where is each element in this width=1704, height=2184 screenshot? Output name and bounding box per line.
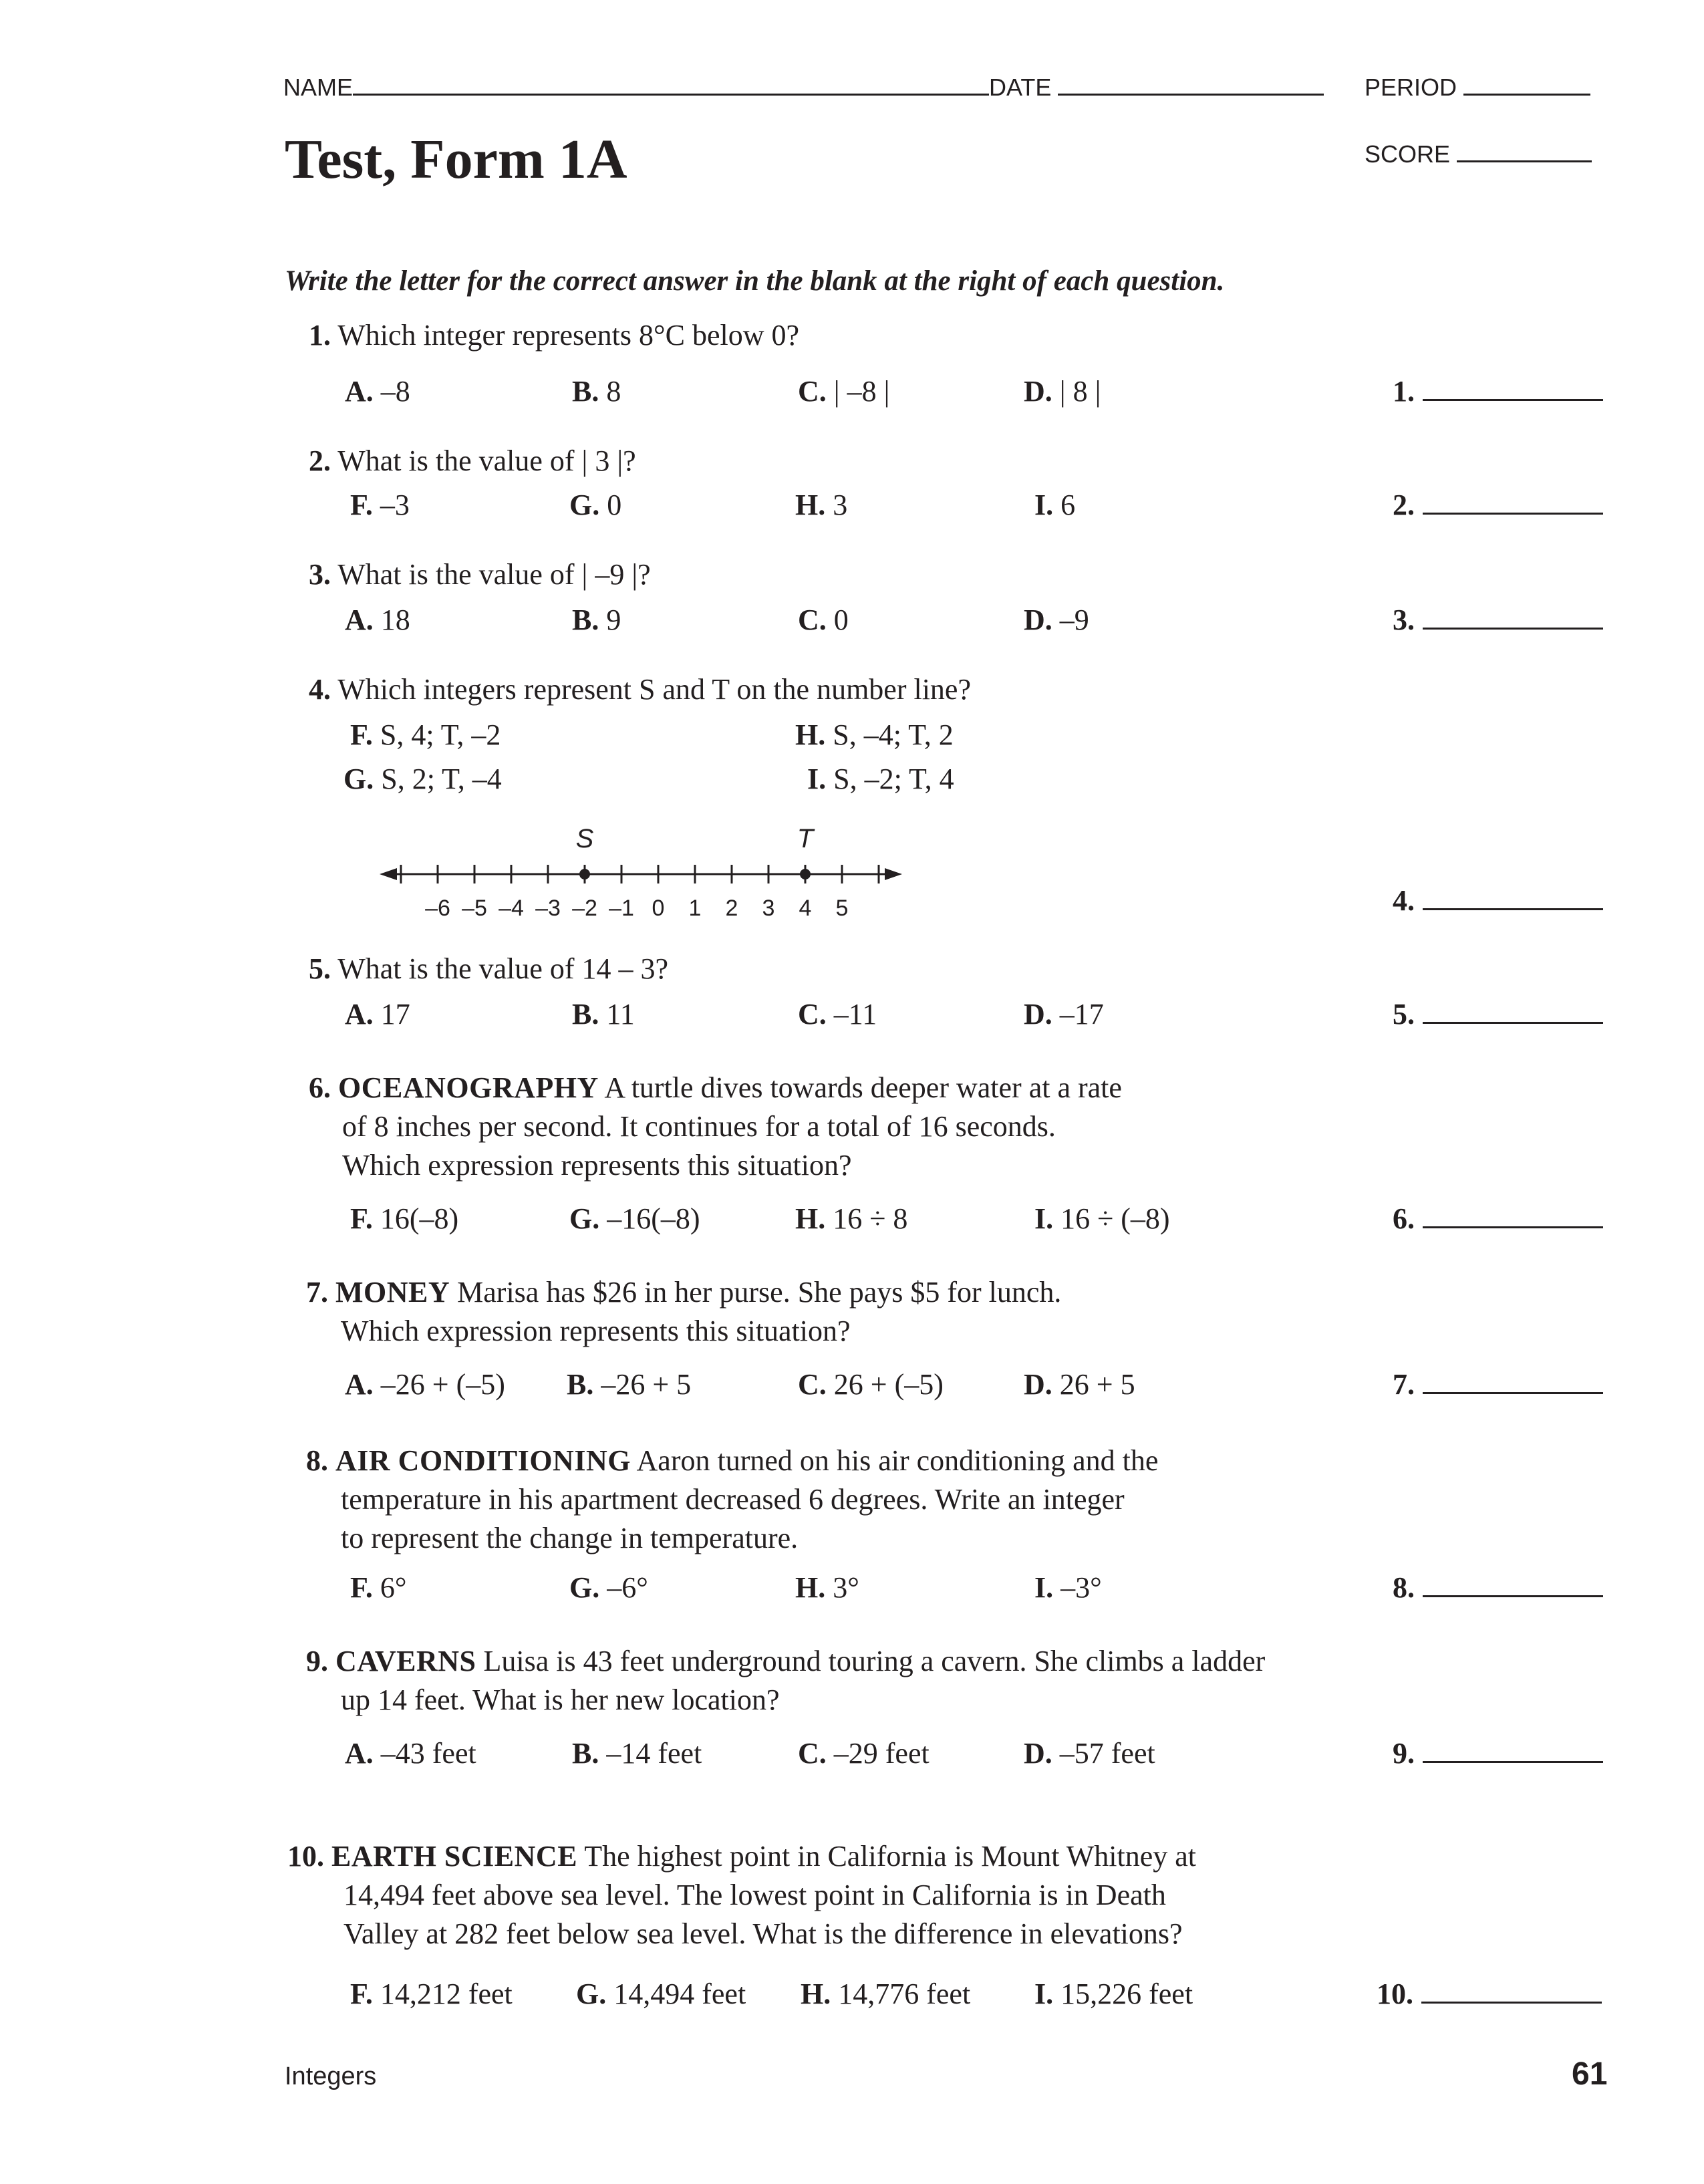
number-line-tick-label: –5 bbox=[462, 896, 487, 921]
period-label: PERIOD bbox=[1365, 74, 1457, 101]
question-text: to represent the change in temperature. bbox=[341, 1522, 799, 1554]
option[interactable]: C. | –8 | bbox=[798, 375, 890, 408]
question-text: Which integers represent S and T on the number line? bbox=[337, 673, 971, 706]
question-1 bbox=[309, 318, 799, 352]
question-tag: AIR CONDITIONING bbox=[335, 1444, 631, 1477]
option[interactable]: D. –57 feet bbox=[1024, 1737, 1155, 1770]
answer-blank-7[interactable]: 7. bbox=[1393, 1367, 1603, 1401]
question-8 bbox=[306, 1444, 1158, 1478]
question-text: Marisa has $26 in her purse. She pays $5 for lunch. bbox=[457, 1276, 1062, 1309]
question-text: up 14 feet. What is her new location? bbox=[341, 1683, 780, 1716]
option[interactable]: F. S, 4; T, –2 bbox=[350, 718, 501, 751]
answer-blank-10[interactable]: 10. bbox=[1377, 1977, 1602, 2011]
option[interactable]: F. –3 bbox=[350, 489, 410, 521]
question-number: 1. bbox=[309, 319, 331, 352]
answer-blank-3[interactable]: 3. bbox=[1393, 603, 1603, 637]
option[interactable]: A. 17 bbox=[345, 998, 410, 1031]
number-line-tick-label: –3 bbox=[535, 896, 561, 921]
number-line-point-t bbox=[800, 869, 811, 879]
option[interactable]: G. 14,494 feet bbox=[576, 1977, 746, 2010]
question-text: What is the value of 14 – 3? bbox=[337, 952, 669, 985]
option[interactable]: A. 18 bbox=[345, 603, 410, 636]
option[interactable]: A. –8 bbox=[345, 375, 410, 408]
question-text: The highest point in California is Mount Whitney at bbox=[584, 1840, 1196, 1873]
answer-blank-6[interactable]: 6. bbox=[1393, 1202, 1603, 1236]
number-line-tick-label: 4 bbox=[799, 896, 812, 921]
option[interactable]: D. | 8 | bbox=[1024, 375, 1101, 408]
question-3 bbox=[309, 557, 651, 591]
instructions: Write the letter for the correct answer in the blank at the right of each question. bbox=[285, 265, 1225, 297]
option[interactable]: I. S, –2; T, 4 bbox=[807, 763, 954, 795]
question-number: 8. bbox=[306, 1444, 328, 1477]
number-line-tick-label: –4 bbox=[499, 896, 524, 921]
answer-blank-2[interactable]: 2. bbox=[1393, 488, 1603, 522]
question-text: Which integer represents 8°C below 0? bbox=[337, 319, 800, 352]
question-number: 10. bbox=[287, 1840, 324, 1873]
option[interactable]: A. –26 + (–5) bbox=[345, 1368, 505, 1401]
question-text: of 8 inches per second. It continues for a total of 16 seconds. bbox=[342, 1110, 1056, 1143]
answer-blank-8[interactable]: 8. bbox=[1393, 1571, 1603, 1605]
left-arrow-icon bbox=[380, 868, 397, 880]
question-text: Which expression represents this situation? bbox=[341, 1315, 851, 1347]
option[interactable]: C. –29 feet bbox=[798, 1737, 930, 1770]
question-text: Aaron turned on his air conditioning and the bbox=[636, 1444, 1159, 1477]
question-10 bbox=[287, 1839, 1196, 1873]
question-text: A turtle dives towards deeper water at a rate bbox=[604, 1071, 1122, 1104]
option[interactable]: B. 9 bbox=[572, 603, 621, 636]
option[interactable]: F. 14,212 feet bbox=[350, 1977, 513, 2010]
question-text: Which expression represents this situation? bbox=[342, 1149, 852, 1182]
option[interactable]: H. 16 ÷ 8 bbox=[795, 1202, 908, 1235]
number-line-tick-label: –2 bbox=[572, 896, 597, 921]
page-number: 61 bbox=[1572, 2056, 1608, 2092]
question-tag: EARTH SCIENCE bbox=[331, 1840, 578, 1873]
answer-blank-4[interactable]: 4. bbox=[1393, 883, 1603, 918]
question-tag: CAVERNS bbox=[335, 1645, 476, 1677]
right-arrow-icon bbox=[885, 868, 902, 880]
option[interactable]: G. –6° bbox=[569, 1571, 648, 1604]
question-9 bbox=[306, 1644, 1265, 1678]
question-text: Valley at 282 feet below sea level. What is the difference in elevations? bbox=[343, 1917, 1183, 1950]
number-line-tick-label: –1 bbox=[609, 896, 634, 921]
question-text: What is the value of | –9 |? bbox=[337, 558, 651, 591]
question-number: 7. bbox=[306, 1276, 328, 1309]
option[interactable]: F. 16(–8) bbox=[350, 1202, 459, 1235]
option[interactable]: D. 26 + 5 bbox=[1024, 1368, 1135, 1401]
option[interactable]: A. –43 feet bbox=[345, 1737, 476, 1770]
option[interactable]: I. –3° bbox=[1034, 1571, 1102, 1604]
number-line-tick-label: 3 bbox=[762, 896, 775, 921]
question-number: 9. bbox=[306, 1645, 328, 1677]
number-line-point-label: S bbox=[575, 824, 594, 853]
answer-blank-1[interactable]: 1. bbox=[1393, 374, 1603, 408]
question-2 bbox=[309, 444, 636, 478]
answer-blank-5[interactable]: 5. bbox=[1393, 997, 1603, 1031]
name-field bbox=[283, 74, 1324, 102]
score-label: SCORE bbox=[1365, 140, 1451, 168]
question-text: What is the value of | 3 |? bbox=[337, 444, 636, 477]
name-label: NAME bbox=[283, 74, 353, 101]
question-tag: OCEANOGRAPHY bbox=[338, 1071, 599, 1104]
option[interactable]: B. 8 bbox=[572, 375, 621, 408]
question-text: Luisa is 43 feet underground touring a cavern. She climbs a ladder bbox=[483, 1645, 1266, 1677]
question-number: 5. bbox=[309, 952, 331, 985]
answer-blank-9[interactable]: 9. bbox=[1393, 1736, 1603, 1770]
number-line-tick-label: 0 bbox=[652, 896, 665, 921]
option[interactable]: D. –17 bbox=[1024, 998, 1104, 1031]
option[interactable]: B. 11 bbox=[572, 998, 635, 1031]
question-text: 14,494 feet above sea level. The lowest point in California is in Death bbox=[343, 1879, 1166, 1911]
question-number: 3. bbox=[309, 558, 331, 591]
period-field bbox=[1365, 74, 1590, 102]
option[interactable]: G. S, 2; T, –4 bbox=[343, 763, 502, 795]
question-5 bbox=[309, 952, 668, 986]
date-label: DATE bbox=[989, 74, 1052, 101]
option[interactable]: C. 26 + (–5) bbox=[798, 1368, 944, 1401]
number-line-tick-label: 2 bbox=[725, 896, 738, 921]
name-input[interactable] bbox=[353, 74, 989, 96]
question-number: 2. bbox=[309, 444, 331, 477]
option[interactable]: I. 16 ÷ (–8) bbox=[1034, 1202, 1170, 1235]
option[interactable]: H. 14,776 feet bbox=[801, 1977, 971, 2010]
question-text: temperature in his apartment decreased 6 degrees. Write an integer bbox=[341, 1483, 1125, 1516]
option[interactable]: B. –14 feet bbox=[572, 1737, 702, 1770]
option[interactable]: F. 6° bbox=[350, 1571, 407, 1604]
question-number: 6. bbox=[309, 1071, 331, 1104]
number-line-tick-label: 5 bbox=[835, 896, 849, 921]
option[interactable]: B. –26 + 5 bbox=[567, 1368, 692, 1401]
date-input[interactable] bbox=[1058, 74, 1324, 96]
option[interactable]: C. 0 bbox=[798, 603, 849, 636]
option[interactable]: D. –9 bbox=[1024, 603, 1089, 636]
score-input[interactable] bbox=[1457, 140, 1592, 162]
number-line-tick-label: –6 bbox=[425, 896, 450, 921]
question-tag: MONEY bbox=[335, 1276, 450, 1309]
option[interactable]: I. 6 bbox=[1034, 489, 1076, 521]
page-title: Test, Form 1A bbox=[285, 128, 627, 190]
option[interactable]: H. 3° bbox=[795, 1571, 859, 1604]
number-line bbox=[374, 815, 909, 929]
option[interactable]: I. 15,226 feet bbox=[1034, 1977, 1193, 2010]
question-number: 4. bbox=[309, 673, 331, 706]
number-line-tick-label: 1 bbox=[688, 896, 702, 921]
number-line-point-s bbox=[579, 869, 590, 879]
score-field bbox=[1365, 140, 1592, 168]
option[interactable]: G. 0 bbox=[569, 489, 622, 521]
period-input[interactable] bbox=[1463, 74, 1590, 96]
option[interactable]: C. –11 bbox=[798, 998, 877, 1031]
question-6 bbox=[309, 1071, 1122, 1105]
footer-chapter: Integers bbox=[285, 2062, 377, 2090]
number-line-point-label: T bbox=[797, 824, 814, 853]
option[interactable]: H. 3 bbox=[795, 489, 848, 521]
option[interactable]: H. S, –4; T, 2 bbox=[795, 718, 954, 751]
question-4 bbox=[309, 672, 971, 706]
question-7 bbox=[306, 1275, 1061, 1309]
option[interactable]: G. –16(–8) bbox=[569, 1202, 700, 1235]
